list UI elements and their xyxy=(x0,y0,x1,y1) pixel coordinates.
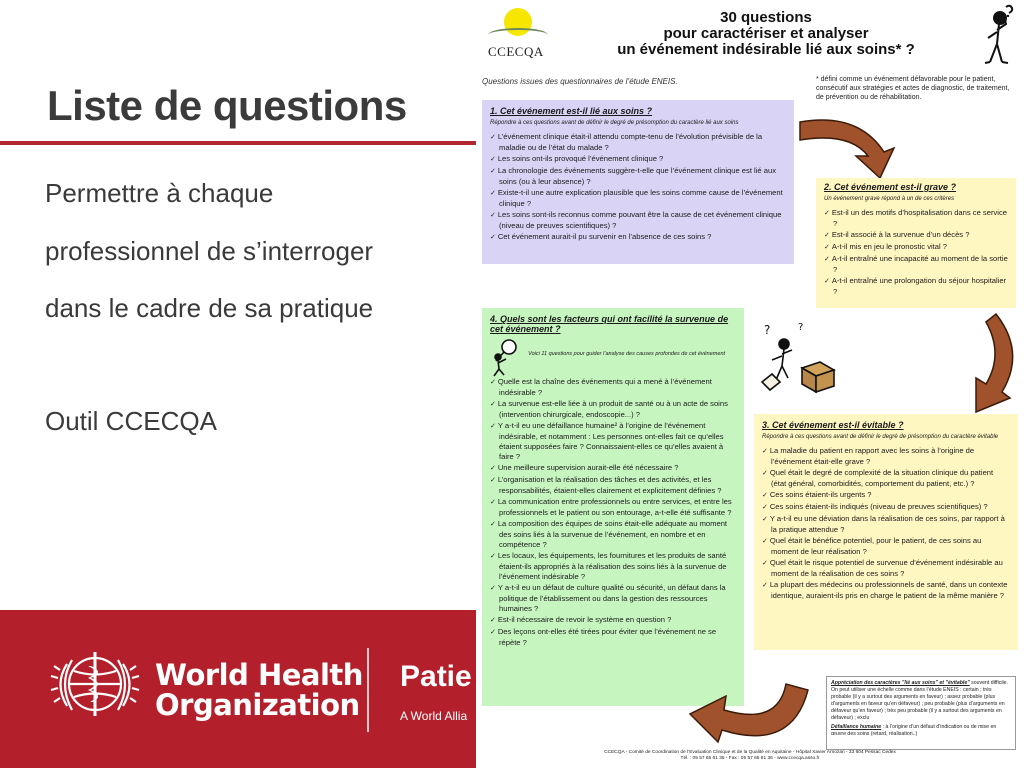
list-item: ✓ Ces soins étaient-ils indiqués (niveau de preuves scientifiques) ? xyxy=(762,502,1010,513)
list-item: ✓ La communication entre professionnels ou entre services, et entre les professionnels et le patient ou son entourage, a-t-elle été suffisante ? xyxy=(490,497,736,518)
footer-alliance: A World Allia xyxy=(400,709,468,723)
list-item: ✓ Une meilleure supervision aurait-elle été nécessaire ? xyxy=(490,463,736,474)
list-item: ✓ Quelle est la chaîne des événements qui a mené à l’événement indésirable ? xyxy=(490,377,736,398)
section-3-heading: 3. Cet événement est-il évitable ? xyxy=(762,420,904,430)
contact-line-1: CCECQA - Comité de Coordination de l’Evaluation Clinique et de la Qualité en Aquitaine - Hôpital Xavier Arnozan - 33 604 Pessac Cedex xyxy=(604,750,896,755)
list-item: ✓ L’organisation et la réalisation des tâches et des activités, et les responsabilités, étaient-elles clairement et explicitement définies ? xyxy=(490,475,736,496)
assessment-note-label: Défaillance humaine xyxy=(831,724,882,730)
section-4-list xyxy=(490,377,736,648)
section-4-heading: 4. Quels sont les facteurs qui ont facilité la survenue de cet événement ? xyxy=(490,314,729,334)
section-3-instruction: Répondre à ces questions avant de définir le degré de présomption du caractère évitable xyxy=(762,434,999,440)
document-footnote: * défini comme un événement défavorable pour le patient, consécutif aux stratégies et actes de diagnostic, de traitement, de prévention ou de réhabilitation. xyxy=(816,76,1010,101)
contact-line-2: Tél. : 05 57 65 61 35 - Fax : 05 57 65 61 36 - www.ccecqa.asso.fr xyxy=(680,756,820,761)
logo-swoosh-icon xyxy=(488,28,548,42)
document-title xyxy=(566,10,966,58)
list-item: ✓ Est-il nécessaire de revoir le système en question ? xyxy=(490,615,736,626)
body-line-1: Permettre à chaque xyxy=(45,178,274,208)
list-item: ✓ Les soins sont-ils reconnus comme pouvant être la cause de cet événement clinique (niveau de preuves scientifiques) ? xyxy=(490,210,786,231)
list-item: ✓ La chronologie des événements suggère-t-elle que l’événement clinique est lié aux soins (ou à leur absence) ? xyxy=(490,166,786,187)
slide-title: Liste de questions xyxy=(47,82,407,129)
list-item: ✓ La maladie du patient en rapport avec les soins à l’origine de l’événement était-elle grave ? xyxy=(762,446,1010,467)
title-rule xyxy=(0,141,480,145)
svg-text:?: ? xyxy=(798,322,804,333)
list-item: ✓ Les locaux, les équipements, les fournitures et les produits de santé étaient-ils appropriés à la réalisation des soins liés à la survenue de l’événement indésirable ? xyxy=(490,551,736,582)
ccecqa-logo xyxy=(482,4,562,66)
list-item: ✓ La plupart des médecins ou professionnels de santé, dans un contexte identique, auraient-ils pris en charge le patient de la même manière ? xyxy=(762,580,1010,601)
assessment-note-definition: : à l’origine d’un défaut d’indication ou de mise en œuvre des soins (retard, réalisation..) xyxy=(831,724,997,737)
list-item: ✓ Existe-t-il une autre explication plausible que les soins comme cause de l’événement clinique ? xyxy=(490,188,786,209)
thinking-figure-icon xyxy=(982,4,1016,68)
list-item: ✓ Les soins ont-ils provoqué l’événement clinique ? xyxy=(490,154,786,165)
section-3-list xyxy=(762,446,1010,601)
assessment-note-box xyxy=(826,676,1016,750)
who-name-line-1: World Health xyxy=(155,658,363,692)
document-title-line-3: un événement indésirable lié aux soins* ? xyxy=(617,41,915,58)
section-1-heading: 1. Cet événement est-il lié aux soins ? xyxy=(490,106,653,116)
assessment-note-text: souvent difficile. On peut utiliser une échelle comme dans l’étude ENEIS : certain ; très probable (il y a surtout des arguments en faveur) ; assez probable (plus d’arguments en faveur qu’en défaveur) ; peu probable (plus d’arguments en défaveur qu’en faveur) ; très peu probable (il y a surtout des arguments en défaveur) ; exclu xyxy=(831,680,1008,721)
section-1-list xyxy=(490,132,786,243)
list-item: ✓ A-t-il entraîné une prolongation du séjour hospitalier ? xyxy=(824,276,1008,297)
section-3-box xyxy=(754,414,1018,650)
who-name xyxy=(155,660,363,720)
who-name-line-2: Organization xyxy=(155,688,360,722)
questionnaire-document xyxy=(476,0,1024,768)
section-2-instruction: Un événement grave répond à un de ces critères xyxy=(824,196,955,202)
list-item: ✓ Y a-t-il eu une déviation dans la réalisation de ces soins, par rapport à la pratique attendue ? xyxy=(762,514,1010,535)
logo-text: CCECQA xyxy=(488,44,544,59)
list-item: ✓ Y a-t-il eu une défaillance humaine² à l’origine de l’événement indésirable, et notamment : Les personnes ont-elles fait ce qu’elles étaient supposées faire ? Connaissaient-elles ce qu’elles avaient à faire ? xyxy=(490,421,736,462)
list-item: ✓ La survenue est-elle liée à un produit de santé ou à un acte de soins (intervention chirurgicale, endoscopie...) ? xyxy=(490,399,736,420)
document-title-line-1: 30 questions xyxy=(720,9,812,26)
svg-text:?: ? xyxy=(764,323,771,337)
footer-program: Patie xyxy=(400,660,472,693)
list-item: ✓ A-t-il mis en jeu le pronostic vital ? xyxy=(824,242,1008,253)
body-line-2: professionnel de s’interroger xyxy=(45,236,374,266)
document-title-line-2: pour caractériser et analyser xyxy=(663,25,869,42)
section-4-intro xyxy=(490,337,736,377)
list-item: ✓ Quel était le bénéfice potentiel, pour le patient, de ces soins au moment de leur réalisation ? xyxy=(762,536,1010,557)
section-2-box xyxy=(816,178,1016,308)
list-item: ✓ Ces soins étaient-ils urgents ? xyxy=(762,490,1010,501)
curved-arrow-icon xyxy=(946,312,1022,416)
list-item: ✓ Y a-t-il eu un défaut de culture qualité ou sécurité, un défaut dans la politique de l’établissement ou dans la gestion des ressources humaines ? xyxy=(490,583,736,614)
list-item: ✓ La composition des équipes de soins était-elle adéquate au moment des soins liés à la survenue de l’événement, en nombre et en compétence ? xyxy=(490,519,736,550)
who-emblem-icon xyxy=(44,646,146,722)
document-subtitle: Questions issues des questionnaires de l’étude ENEIS. xyxy=(482,77,678,86)
list-item: ✓ Des leçons ont-elles été tirées pour éviter que l’événement ne se répète ? xyxy=(490,627,736,648)
list-item: ✓ Quel était le risque potentiel de survenue d’événement indésirable au moment de la réalisation de ces soins ? xyxy=(762,558,1010,579)
section-4-box xyxy=(482,308,744,706)
section-2-list xyxy=(824,208,1008,297)
list-item: ✓ Est-il associé à la survenue d’un décès ? xyxy=(824,230,1008,241)
document-contact xyxy=(482,750,1018,762)
body-line-3: dans le cadre de sa pratique xyxy=(45,293,374,323)
assessment-note-heading: Appréciation des caractères "lié aux soins" et "évitable" xyxy=(831,680,970,686)
section-2-heading: 2. Cet événement est-il grave ? xyxy=(824,182,957,192)
section-1-box xyxy=(482,100,794,264)
list-item: ✓ Est-il un des motifs d’hospitalisation dans ce service ? xyxy=(824,208,1008,229)
list-item: ✓ A-t-il entraîné une incapacité au moment de la sortie ? xyxy=(824,254,1008,275)
magnifier-figure-icon xyxy=(490,337,520,377)
list-item: ✓ Quel était le degré de complexité de la situation clinique du patient (état général, comorbidités, comportement du patient, etc.) ? xyxy=(762,468,1010,489)
curved-arrow-icon xyxy=(798,112,898,180)
footer-divider xyxy=(367,648,369,732)
section-1-instruction: Répondre à ces questions avant de définir le degré de présomption du caractère lié aux soins xyxy=(490,120,739,126)
list-item: ✓ L’événement clinique était-il attendu compte-tenu de l’évolution prévisible de la maladie ou de l’état du malade ? xyxy=(490,132,786,153)
list-item: ✓ Cet événement aurait-il pu survenir en l’absence de ces soins ? xyxy=(490,232,786,243)
curved-arrow-icon xyxy=(682,660,812,756)
body-line-tool: Outil CCECQA xyxy=(45,406,217,436)
section-4-instruction: Voici 11 questions pour guider l’analyse des causes profondes de cet événement xyxy=(528,351,726,357)
investigation-illustration-icon xyxy=(758,320,838,394)
